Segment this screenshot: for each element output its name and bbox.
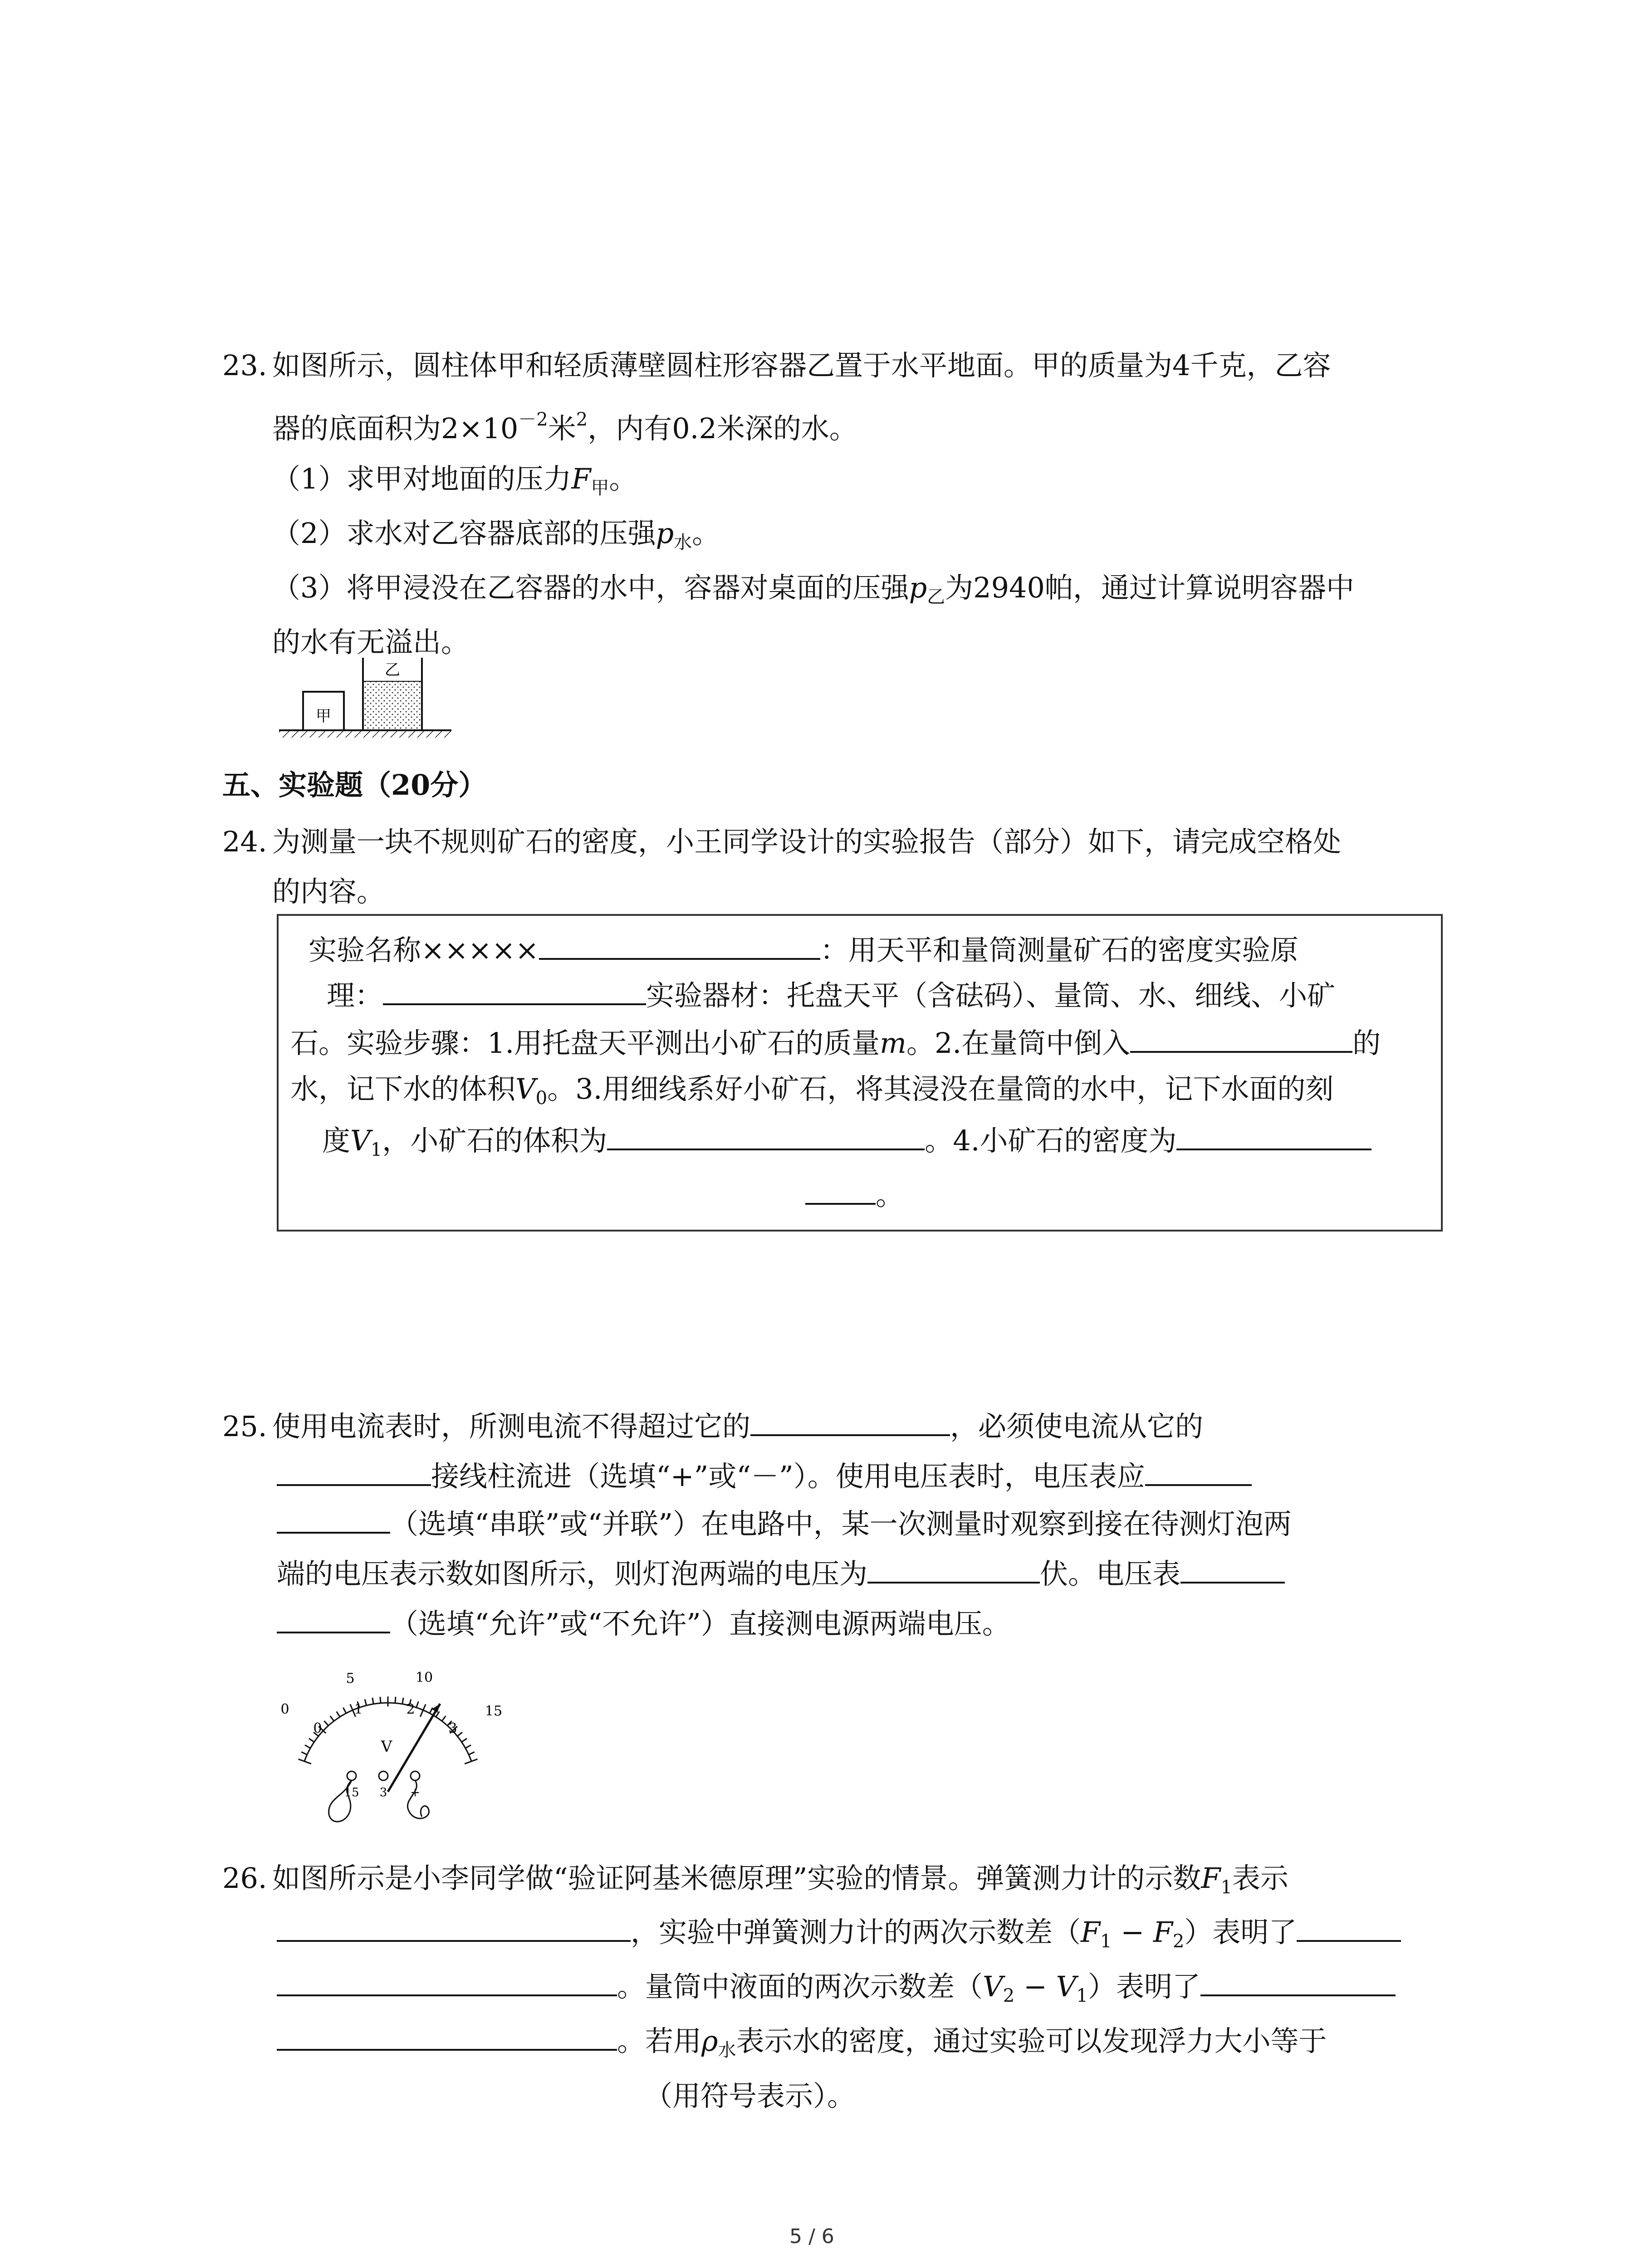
q25-number: 25. <box>222 1410 267 1443</box>
terminal-15 <box>347 1771 356 1780</box>
label-jia: 甲 <box>316 707 331 725</box>
report-line-1-rest: ：用天平和量筒测量矿石的密度实验原 <box>820 934 1298 967</box>
inner-label-3: 3 <box>448 1721 457 1736</box>
q25-text-4: 端的电压表示数如图所示，则灯泡两端的电压为 <box>277 1557 868 1590</box>
scale-tick <box>436 1711 440 1717</box>
inner-label-2: 2 <box>406 1701 415 1717</box>
q25-line-3 <box>277 1508 1292 1538</box>
water-in-yi <box>363 681 422 729</box>
q23-part-3-cont <box>272 626 470 659</box>
outer-label-10: 10 <box>415 1670 433 1686</box>
report-step-3-text: 。3.用细线系好小矿石，将其浸没在量筒的水中，记下水面的刻 <box>547 1072 1334 1105</box>
scale-tick <box>402 1698 403 1704</box>
q23-figure-containers <box>277 653 458 748</box>
q26-text-2: ，实验中弹簧测力计的两次示数差（ <box>631 1916 1081 1949</box>
terminal-label-15: 15 <box>344 1786 359 1799</box>
report-name-label: 实验名称××××× <box>309 934 539 967</box>
blank-connection-1[interactable] <box>1145 1461 1252 1486</box>
q26-text-3: 。量筒中液面的两次示数差（ <box>617 1970 983 2003</box>
q25-text-2: 接线柱流进（选填“+”或“－”）。使用电压表时，电压表应 <box>431 1460 1145 1493</box>
report-v0-subscript: 0 <box>535 1088 548 1109</box>
q23-text-1: 如图所示，圆柱体甲和轻质薄壁圆柱形容器乙置于水平地面。甲的质量为4千克，乙容 <box>272 349 1331 382</box>
q25-line-4 <box>277 1558 1285 1588</box>
scale-tick <box>442 1716 446 1721</box>
blank-ore-density-2[interactable] <box>805 1179 876 1205</box>
q23-part-2-subscript: 水 <box>674 532 692 553</box>
q26-minus-2: − <box>1014 1970 1056 2003</box>
q26-number: 26. <box>222 1862 267 1895</box>
q26-minus-1: − <box>1112 1916 1153 1949</box>
q26-f2-subscript: 2 <box>1172 1931 1185 1952</box>
q26-f1b-symbol: F <box>1081 1916 1101 1949</box>
report-equipment-text: 实验器材：托盘天平（含砝码）、量筒、水、细线、小矿 <box>646 979 1336 1012</box>
q26-f1b-subscript: 1 <box>1100 1931 1112 1952</box>
scale-tick <box>309 1739 314 1742</box>
q26-line-5: （用符号表示）。 <box>644 2079 856 2112</box>
q26-line-4 <box>277 2025 1327 2059</box>
blank-ore-density-1[interactable] <box>1176 1125 1372 1150</box>
q23-part-1-subscript: 甲 <box>591 478 609 499</box>
q23-part-3-symbol: p <box>909 571 927 604</box>
report-line-6 <box>805 1178 904 1212</box>
q24-number: 24. <box>222 825 267 858</box>
blank-experiment-purpose[interactable] <box>539 934 820 960</box>
report-mass-symbol: m <box>880 1026 906 1060</box>
scale-tick <box>380 1697 381 1703</box>
scale-tick <box>324 1721 328 1725</box>
blank-connection-2[interactable] <box>277 1508 390 1534</box>
ground-hatch <box>279 730 451 738</box>
scale-tick <box>301 1752 307 1755</box>
report-v0-symbol: V <box>515 1072 536 1105</box>
outer-label-0: 0 <box>280 1701 289 1717</box>
q26-text-4b: 表示水的密度，通过实验可以发现浮力大小等于 <box>736 2024 1327 2058</box>
q26-f2-symbol: F <box>1153 1916 1173 1949</box>
blank-f1-meaning[interactable] <box>277 1916 631 1942</box>
q26-v2-symbol: V <box>983 1970 1003 2003</box>
q24-text-1: 为测量一块不规则矿石的密度，小王同学设计的实验报告（部分）如下，请完成空格处 <box>272 825 1342 858</box>
q23-part-2-text: （2）求水对乙容器底部的压强 <box>272 517 656 550</box>
scale-tick <box>430 1708 433 1713</box>
q25-text-3: （选填“串联”或“并联”）在电路中，某一次测量时观察到接在待测灯泡两 <box>390 1507 1292 1540</box>
q26-text-1: 如图所示是小李同学做“验证阿基米德原理”实验的情景。弹簧测力计的示数 <box>272 1862 1201 1895</box>
scale-tick <box>469 1752 475 1755</box>
blank-ammeter-range[interactable] <box>750 1411 950 1436</box>
q23-part-1-symbol: F <box>571 462 591 495</box>
q25-text-5: （选填“允许”或“不允许”）直接测电源两端电压。 <box>390 1607 1010 1640</box>
report-step-2-cont: 水，记下水的体积 <box>290 1072 516 1105</box>
wire-left <box>329 1780 352 1822</box>
q23-part-1 <box>272 462 637 499</box>
q25-text-1b: ，必须使电流从它的 <box>950 1410 1204 1443</box>
q26-f1-symbol: F <box>1201 1862 1221 1895</box>
q23-line-1 <box>222 349 1331 382</box>
scale-tick <box>416 1701 418 1707</box>
blank-force-diff-1[interactable] <box>1297 1916 1401 1942</box>
scale-tick <box>343 1708 346 1713</box>
q23-line-2 <box>272 411 857 443</box>
q23-part-1-end: 。 <box>609 462 637 495</box>
scale-tick <box>457 1732 462 1736</box>
blank-ore-volume[interactable] <box>607 1125 925 1150</box>
q23-area-unit: 米 <box>548 412 576 445</box>
terminal-3 <box>379 1771 388 1780</box>
q26-text-1b: 表示 <box>1232 1862 1288 1895</box>
label-yi: 乙 <box>385 661 400 679</box>
q26-text-2b: ）表明了 <box>1184 1916 1297 1949</box>
report-line-6-end: 。 <box>876 1178 904 1212</box>
q23-part-1-text: （1）求甲对地面的压力 <box>272 462 572 495</box>
scale-tick <box>395 1697 396 1703</box>
q26-text-3b: ）表明了 <box>1087 1970 1200 2003</box>
q25-text-1: 使用电流表时，所测电流不得超过它的 <box>272 1410 751 1443</box>
report-step-1-text: 石。实验步骤：1.用托盘天平测出小矿石的质量 <box>290 1026 880 1060</box>
page-number: 5 / 6 <box>789 2225 834 2248</box>
report-line-1 <box>309 934 1298 967</box>
scale-tick <box>330 1716 334 1721</box>
scale-tick <box>305 1745 310 1748</box>
section-5-title: 五、实验题（20分） <box>222 768 487 802</box>
q26-line-1 <box>222 1864 1288 1897</box>
q25-line-2 <box>277 1461 1252 1491</box>
report-v1-symbol: V <box>350 1124 371 1157</box>
q26-v1-symbol: V <box>1056 1970 1077 2003</box>
blank-volume-diff-1[interactable] <box>1200 1971 1396 1996</box>
report-line-3 <box>290 1026 1381 1060</box>
q26-f1-subscript: 1 <box>1220 1877 1232 1898</box>
blank-bulb-voltage[interactable] <box>867 1558 1040 1584</box>
q23-part-3-text-b: 为2940帕，通过计算说明容器中 <box>945 571 1354 604</box>
terminal-label-plus: + <box>410 1786 420 1799</box>
q23-water-depth-text: ，内有0.2米深的水。 <box>588 412 857 445</box>
q24-line-1 <box>222 825 1342 858</box>
q26-rho-subscript: 水 <box>718 2040 736 2061</box>
q23-part-2 <box>272 519 720 552</box>
scale-tick <box>372 1698 373 1704</box>
blank-allow-1[interactable] <box>1181 1558 1285 1584</box>
q23-part-2-end: 。 <box>692 517 720 550</box>
q23-area-text: 器的底面积为2×10 <box>272 412 519 445</box>
blank-volume-diff-2[interactable] <box>277 2025 617 2051</box>
outer-label-5: 5 <box>346 1671 355 1686</box>
inner-label-0: 0 <box>313 1721 322 1736</box>
report-step-4-text: 。4.小矿石的密度为 <box>925 1124 1177 1157</box>
q23-part-3-text-c: 的水有无溢出。 <box>272 626 470 659</box>
q23-part-3 <box>272 571 1354 607</box>
scale-tick <box>337 1711 340 1717</box>
terminal-plus <box>411 1771 420 1780</box>
voltmeter-figure <box>272 1660 517 1828</box>
q23-area-exponent: －2 <box>518 409 548 430</box>
report-step-2-text: 。2.在量筒中倒入 <box>906 1026 1131 1060</box>
q23-number: 23. <box>222 349 267 382</box>
report-line-5 <box>322 1125 1372 1159</box>
q26-line-3 <box>277 1971 1396 2005</box>
q26-line-2 <box>277 1916 1401 1950</box>
blank-terminal[interactable] <box>277 1461 431 1486</box>
report-principle-label: 理： <box>327 979 383 1012</box>
blank-water-amount[interactable] <box>1130 1027 1352 1053</box>
q26-v2-subscript: 2 <box>1003 1985 1015 2006</box>
report-line-2 <box>327 980 1335 1010</box>
scale-tick <box>465 1745 471 1748</box>
q24-line-2: 的内容。 <box>272 875 385 908</box>
q26-v1-subscript: 1 <box>1076 1985 1088 2006</box>
q23-part-3-text: （3）将甲浸没在乙容器的水中，容器对桌面的压强 <box>272 571 909 604</box>
report-step-3-cont: 度 <box>322 1124 351 1157</box>
scale-tick <box>365 1699 366 1706</box>
voltmeter-unit: V <box>381 1738 392 1756</box>
terminal-label-3: 3 <box>379 1786 387 1799</box>
q25-text-4b: 伏。电压表 <box>1040 1557 1181 1590</box>
blank-force-diff-2[interactable] <box>277 1971 617 1996</box>
report-line-4 <box>290 1072 1334 1109</box>
q23-part-3-subscript: 乙 <box>927 587 945 607</box>
q26-rho-symbol: ρ <box>701 2024 718 2058</box>
blank-experiment-principle[interactable] <box>383 980 646 1005</box>
q23-part-2-symbol: p <box>656 517 674 550</box>
outer-label-15: 15 <box>485 1703 503 1719</box>
q25-line-1 <box>222 1411 1203 1441</box>
q25-line-5 <box>277 1608 1010 1638</box>
scale-tick <box>461 1739 467 1742</box>
q23-area-unit-exponent: 2 <box>576 409 588 430</box>
report-step-2-end: 的 <box>1352 1026 1381 1060</box>
inner-label-1: 1 <box>354 1701 363 1717</box>
report-volume-text: ，小矿石的体积为 <box>382 1124 607 1157</box>
report-v1-subscript: 1 <box>370 1139 382 1160</box>
blank-allow-2[interactable] <box>277 1608 390 1633</box>
q26-text-4: 。若用 <box>617 2024 702 2058</box>
